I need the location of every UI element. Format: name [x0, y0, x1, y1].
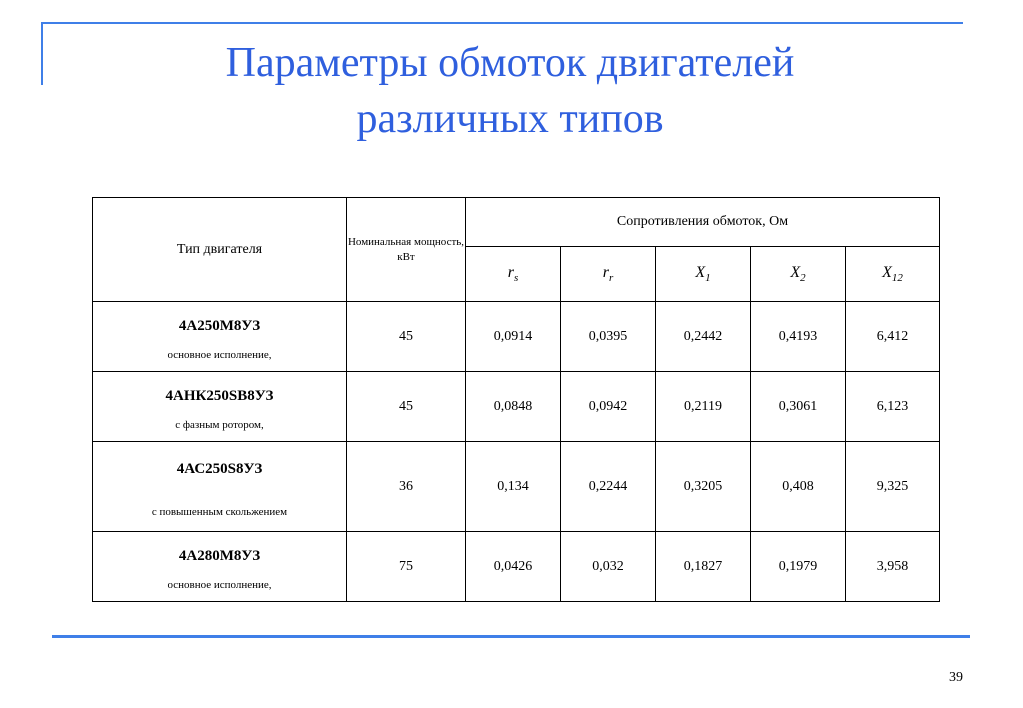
- value-cell: 0,0914: [466, 302, 561, 372]
- value-cell: 6,123: [846, 372, 940, 442]
- value-cell: 0,2119: [656, 372, 751, 442]
- motor-note: основное исполнение,: [167, 579, 272, 591]
- value-cell: 0,032: [561, 532, 656, 602]
- motor-note: основное исполнение,: [167, 349, 272, 361]
- value-cell: 0,0395: [561, 302, 656, 372]
- winding-parameters-table: [92, 197, 940, 602]
- value-cell: 0,4193: [751, 302, 846, 372]
- header-rr: $r_r$: [561, 247, 656, 302]
- motor-name: 4АНК250SВ8УЗ: [165, 388, 274, 404]
- top-accent-line: [41, 22, 963, 24]
- header-rs: $r_s$: [466, 247, 561, 302]
- power-cell: 45: [347, 372, 466, 442]
- motor-note: с фазным ротором,: [175, 419, 264, 431]
- value-cell: 9,325: [846, 442, 940, 532]
- slide-title: [80, 35, 940, 147]
- header-x2: $X_2$: [751, 247, 846, 302]
- table-row: [93, 442, 940, 532]
- header-rated-power: Номинальная мощность, кВт: [347, 198, 466, 302]
- value-cell: 0,1979: [751, 532, 846, 602]
- motor-note: с повышенным скольжением: [151, 506, 288, 518]
- value-cell: 0,134: [466, 442, 561, 532]
- motor-cell: [93, 302, 347, 372]
- value-cell: 0,2244: [561, 442, 656, 532]
- motor-name: 4А280М8УЗ: [178, 548, 261, 564]
- motor-name: 4А250М8УЗ: [178, 318, 261, 334]
- header-x12: $X_{12}$: [846, 247, 940, 302]
- motor-cell: [93, 442, 347, 532]
- table-row: [93, 302, 940, 372]
- title-line-2: различных типов: [356, 96, 664, 142]
- value-cell: 0,2442: [656, 302, 751, 372]
- motor-name: 4АС250S8УЗ: [176, 461, 263, 477]
- table-row: [93, 372, 940, 442]
- value-cell: 0,0942: [561, 372, 656, 442]
- motor-cell: [93, 532, 347, 602]
- page-number: 39: [949, 670, 963, 685]
- title-line-1: Параметры обмоток двигателей: [225, 40, 795, 86]
- value-cell: 0,1827: [656, 532, 751, 602]
- header-x1: $X_1$: [656, 247, 751, 302]
- power-cell: 36: [347, 442, 466, 532]
- power-cell: 45: [347, 302, 466, 372]
- value-cell: 0,0848: [466, 372, 561, 442]
- value-cell: 6,412: [846, 302, 940, 372]
- header-motor-type: Тип двигателя: [93, 198, 347, 302]
- value-cell: 0,3061: [751, 372, 846, 442]
- value-cell: 0,0426: [466, 532, 561, 602]
- table-row: [93, 532, 940, 602]
- value-cell: 3,958: [846, 532, 940, 602]
- power-cell: 75: [347, 532, 466, 602]
- left-accent-line: [41, 22, 43, 85]
- header-winding-resistances: Сопротивления обмоток, Ом: [466, 198, 940, 247]
- value-cell: 0,3205: [656, 442, 751, 532]
- motor-cell: [93, 372, 347, 442]
- bottom-accent-line: [52, 635, 970, 638]
- value-cell: 0,408: [751, 442, 846, 532]
